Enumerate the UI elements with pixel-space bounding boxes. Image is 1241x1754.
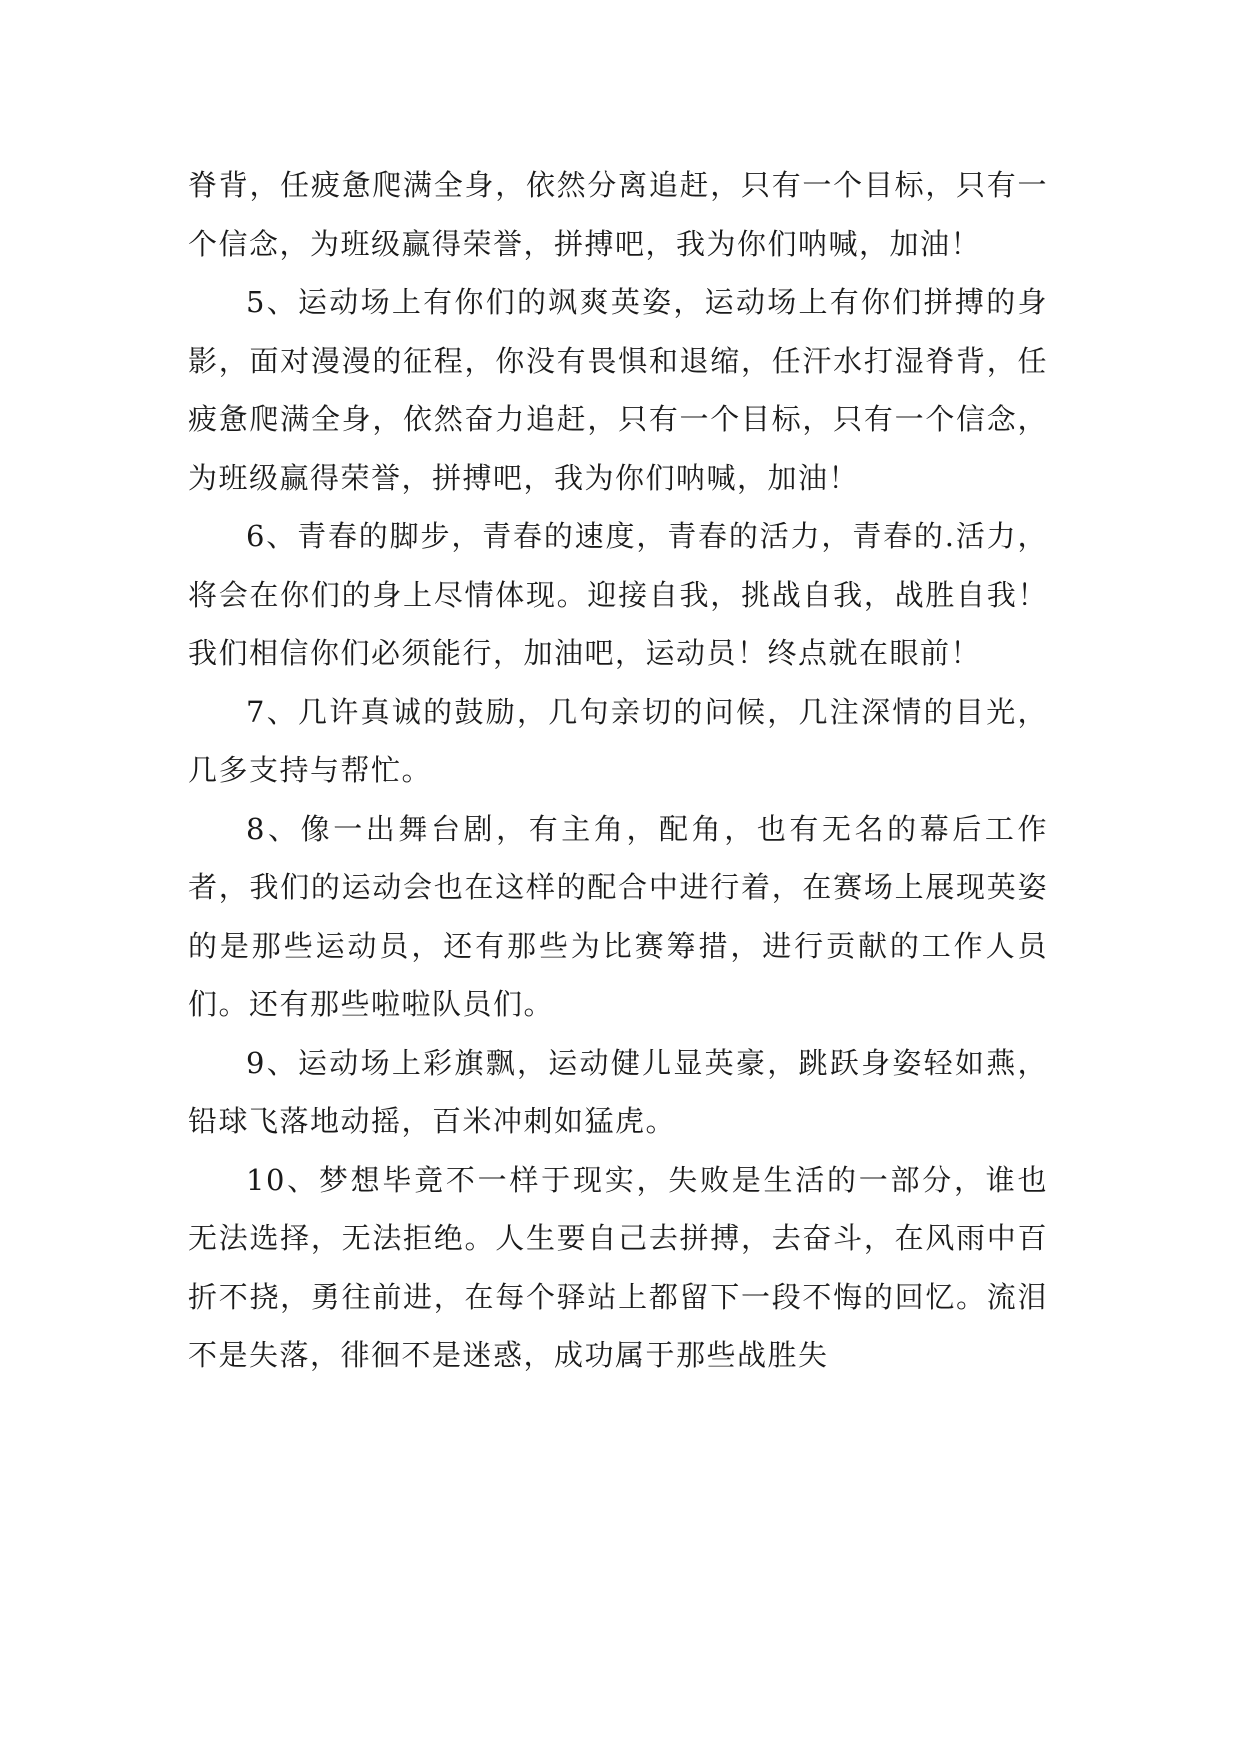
paragraph-item-7: 7、几许真诚的鼓励，几句亲切的问候，几注深情的目光，几多支持与帮忙。 — [188, 694, 1048, 787]
document-body — [188, 156, 1048, 1385]
paragraph-continuation: 脊背，任疲惫爬满全身，依然分离追赶，只有一个目标，只有一个信念，为班级赢得荣誉，拼搏吧，我为你们呐喊，加油！ — [188, 168, 1048, 261]
paragraph-item-10: 10、梦想毕竟不一样于现实，失败是生活的一部分，谁也无法选择，无法拒绝。人生要自己去拼搏，去奋斗，在风雨中百折不挠，勇往前进，在每个驿站上都留下一段不悔的回忆。流泪不是失落，徘徊不是迷惑，成功属于那些战胜失 — [188, 1162, 1048, 1372]
paragraph-item-9: 9、运动场上彩旗飘，运动健儿显英豪，跳跃身姿轻如燕，铅球飞落地动摇，百米冲刺如猛虎。 — [188, 1045, 1048, 1138]
paragraph-item-5: 5、运动场上有你们的飒爽英姿，运动场上有你们拼搏的身影，面对漫漫的征程，你没有畏惧和退缩，任汗水打湿脊背，任疲惫爬满全身，依然奋力追赶，只有一个目标，只有一个信念，为班级赢得荣誉，拼搏吧，我为你们呐喊，加油！ — [188, 285, 1048, 495]
paragraph-item-6: 6、青春的脚步，青春的速度，青春的活力，青春的.活力，将会在你们的身上尽情体现。迎接自我，挑战自我，战胜自我！我们相信你们必须能行，加油吧，运动员！终点就在眼前！ — [188, 519, 1048, 670]
paragraph-item-8: 8、像一出舞台剧，有主角，配角，也有无名的幕后工作者，我们的运动会也在这样的配合中进行着，在赛场上展现英姿的是那些运动员，还有那些为比赛筹措，进行贡献的工作人员们。还有那些啦啦队员们。 — [188, 811, 1048, 1021]
